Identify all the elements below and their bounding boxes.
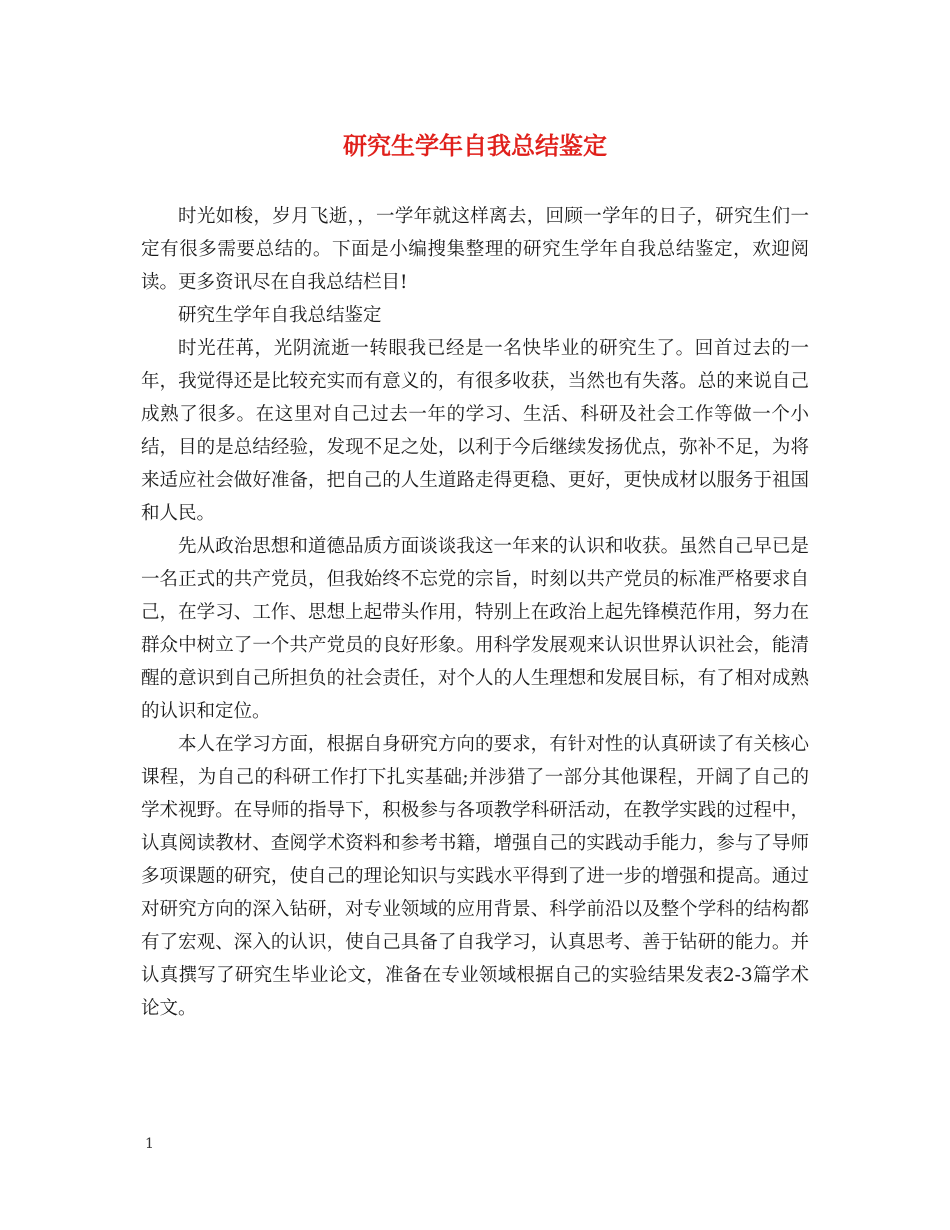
paragraph-intro: 时光如梭，岁月飞逝，，一学年就这样离去，回顾一学年的日子，研究生们一定有很多需要总结的。下面是小编搜集整理的研究生学年自我总结鉴定，欢迎阅读。更多资讯尽在自我总结栏目!	[141, 206, 809, 293]
document-body	[141, 200, 809, 1025]
paragraph-political: 先从政治思想和道德品质方面谈谈我这一年来的认识和收获。虽然自己早已是一名正式的共产党员，但我始终不忘党的宗旨，时刻以共产党员的标准严格要求自己，在学习、工作、思想上起带头作用，特别上在政治上起先锋模范作用，努力在群众中树立了一个共产党员的良好形象。用科学发展观来认识世界认识社会，能清醒的意识到自己所担负的社会责任，对个人的人生理想和发展目标，有了相对成熟的认识和定位。	[141, 536, 809, 722]
paragraph-overview: 时光茌苒，光阴流逝一转眼我已经是一名快毕业的研究生了。回首过去的一年，我觉得还是比较充实而有意义的，有很多收获，当然也有失落。总的来说自己成熟了很多。在这里对自己过去一年的学习、生活、科研及社会工作等做一个小结，目的是总结经验，发现不足之处，以利于今后继续发扬优点，弥补不足，为将来适应社会做好准备，把自己的人生道路走得更稳、更好，更快成材以服务于祖国和人民。	[141, 338, 809, 524]
paragraph-subheading: 研究生学年自我总结鉴定	[178, 305, 382, 326]
document-title: 研究生学年自我总结鉴定	[343, 131, 607, 160]
page-number: 1	[145, 1136, 154, 1152]
paragraph-study: 本人在学习方面，根据自身研究方向的要求，有针对性的认真研读了有关核心课程，为自己的科研工作打下扎实基础;并涉猎了一部分其他课程，开阔了自己的学术视野。在导师的指导下，积极参与各项教学科研活动，在教学实践的过程中，认真阅读教材、查阅学术资料和参考书籍，增强自己的实践动手能力，参与了导师多项课题的研究，使自己的理论知识与实践水平得到了进一步的增强和提高。通过对研究方向的深入钻研，对专业领域的应用背景、科学前沿以及整个学科的结构都有了宏观、深入的认识，使自己具备了自我学习，认真思考、善于钻研的能力。并认真撰写了研究生毕业论文，准备在专业领域根据自己的实验结果发表2-3篇学术论文。	[141, 734, 809, 1019]
